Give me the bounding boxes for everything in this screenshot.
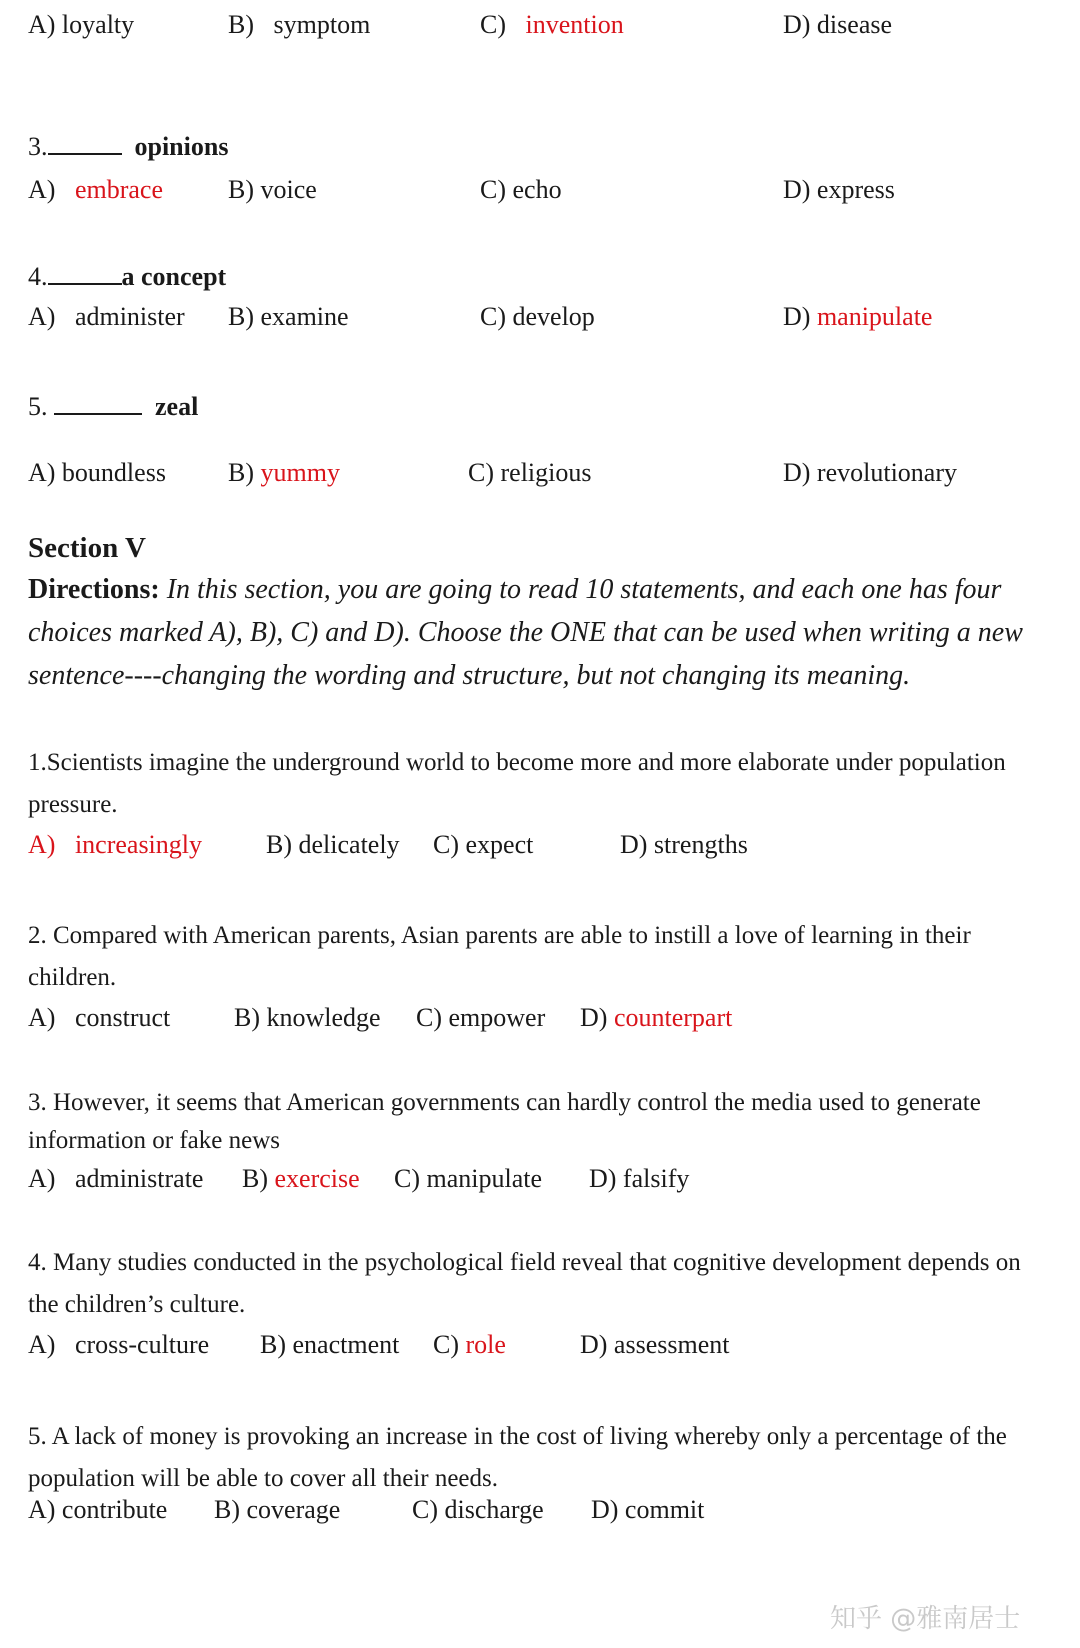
q3-option-d: D) express — [783, 175, 895, 204]
q4-option-d — [783, 302, 932, 332]
option-label: D) — [580, 1003, 608, 1032]
q3-number: 3. — [28, 132, 48, 161]
s4-option-c — [433, 1330, 506, 1360]
s4-option-a — [28, 1330, 209, 1360]
option-label: C) — [433, 1330, 459, 1359]
directions-label: Directions: — [28, 574, 160, 605]
s2-option-b: B) knowledge — [234, 1003, 381, 1032]
q3-stem — [28, 132, 228, 162]
option-label: B) — [242, 1164, 268, 1193]
option-word: construct — [74, 1003, 171, 1032]
q5-stem — [28, 392, 198, 422]
s2-option-d — [580, 1003, 732, 1033]
s3-option-d: D) falsify — [589, 1164, 690, 1193]
section-title: Section V — [28, 532, 146, 564]
q3-option-b: B) voice — [228, 175, 317, 204]
option-label: B) — [228, 458, 254, 487]
option-word: administrate — [74, 1164, 204, 1193]
q5-option-a: A) boundless — [28, 458, 166, 487]
correct-answer: increasingly — [74, 830, 203, 859]
option-word: administer — [74, 302, 185, 331]
s2-option-a — [28, 1003, 170, 1033]
blank-line — [48, 133, 122, 155]
s4-option-b: B) enactment — [260, 1330, 400, 1359]
option-label: A) — [28, 1330, 56, 1359]
option-label: A) — [28, 1164, 56, 1193]
q4-option-c: C) develop — [480, 302, 595, 331]
option-label: D) — [783, 302, 811, 331]
s4-option-d: D) assessment — [580, 1330, 730, 1359]
q3-option-c: C) echo — [480, 175, 562, 204]
option-word: symptom — [273, 10, 371, 39]
correct-answer: manipulate — [816, 302, 933, 331]
q5-option-c: C) religious — [468, 458, 592, 487]
section-directions — [28, 568, 1038, 697]
option-b-symptom — [228, 10, 370, 40]
s1-option-c: C) expect — [433, 830, 534, 859]
option-label: B) — [228, 10, 254, 39]
s5-option-d: D) commit — [591, 1495, 705, 1524]
q5-phrase: zeal — [155, 392, 199, 421]
q4-stem — [28, 262, 226, 292]
q4-option-b: B) examine — [228, 302, 349, 331]
option-label: A) — [28, 830, 56, 859]
blank-line — [48, 263, 122, 285]
q4-option-a — [28, 302, 185, 332]
statement-5: 5. A lack of money is provoking an increase in the cost of living whereby only a percentage of the population will be able to cover all their needs. — [28, 1423, 1007, 1492]
s3-option-b — [242, 1164, 360, 1194]
correct-answer: yummy — [260, 458, 340, 487]
statement-3-line-1: 3. However, it seems that American governments can hardly control the media used to generate — [28, 1089, 981, 1116]
watermark: 知乎 @雅南居士 — [830, 1604, 1021, 1634]
correct-answer: embrace — [74, 175, 163, 204]
correct-answer: role — [465, 1330, 506, 1359]
option-label: A) — [28, 175, 56, 204]
s3-option-a — [28, 1164, 203, 1194]
option-label: C) — [480, 10, 506, 39]
blank-line — [54, 393, 142, 415]
s5-option-b: B) coverage — [214, 1495, 341, 1524]
q4-number: 4. — [28, 262, 48, 291]
q3-phrase: opinions — [134, 132, 229, 161]
option-a-loyalty: A) loyalty — [28, 10, 135, 39]
q5-option-b — [228, 458, 340, 488]
correct-answer: invention — [525, 10, 624, 39]
correct-answer: counterpart — [613, 1003, 733, 1032]
s1-option-a — [28, 830, 202, 860]
s1-option-d: D) strengths — [620, 830, 748, 859]
option-c-invention — [480, 10, 624, 40]
option-label: A) — [28, 1003, 56, 1032]
statement-3-line-2: information or fake news — [28, 1127, 281, 1154]
statement-4: 4. Many studies conducted in the psychological field reveal that cognitive development depends on the children’s culture. — [28, 1249, 1021, 1318]
option-d-disease: D) disease — [783, 10, 893, 39]
s5-option-c: C) discharge — [412, 1495, 544, 1524]
s3-option-c: C) manipulate — [394, 1164, 543, 1193]
statement-1: 1.Scientists imagine the underground world to become more and more elaborate under population pressure. — [28, 749, 1006, 818]
q3-option-a — [28, 175, 163, 205]
directions-text: In this section, you are going to read 10 statements, and each one has four choices marked A), B), C) and D). Choose the ONE that can be used when writing a new sentence----changing the wording and structure, but not changing its meaning. — [28, 574, 1023, 691]
q5-option-d: D) revolutionary — [783, 458, 958, 487]
statement-2: 2. Compared with American parents, Asian parents are able to instill a love of learning in their children. — [28, 922, 971, 991]
option-word: cross-culture — [74, 1330, 210, 1359]
q5-number: 5. — [28, 392, 48, 421]
correct-answer: exercise — [274, 1164, 360, 1193]
s5-option-a: A) contribute — [28, 1495, 168, 1524]
q4-phrase: a concept — [121, 262, 227, 291]
s1-option-b: B) delicately — [266, 830, 400, 859]
s2-option-c: C) empower — [416, 1003, 546, 1032]
option-label: A) — [28, 302, 56, 331]
